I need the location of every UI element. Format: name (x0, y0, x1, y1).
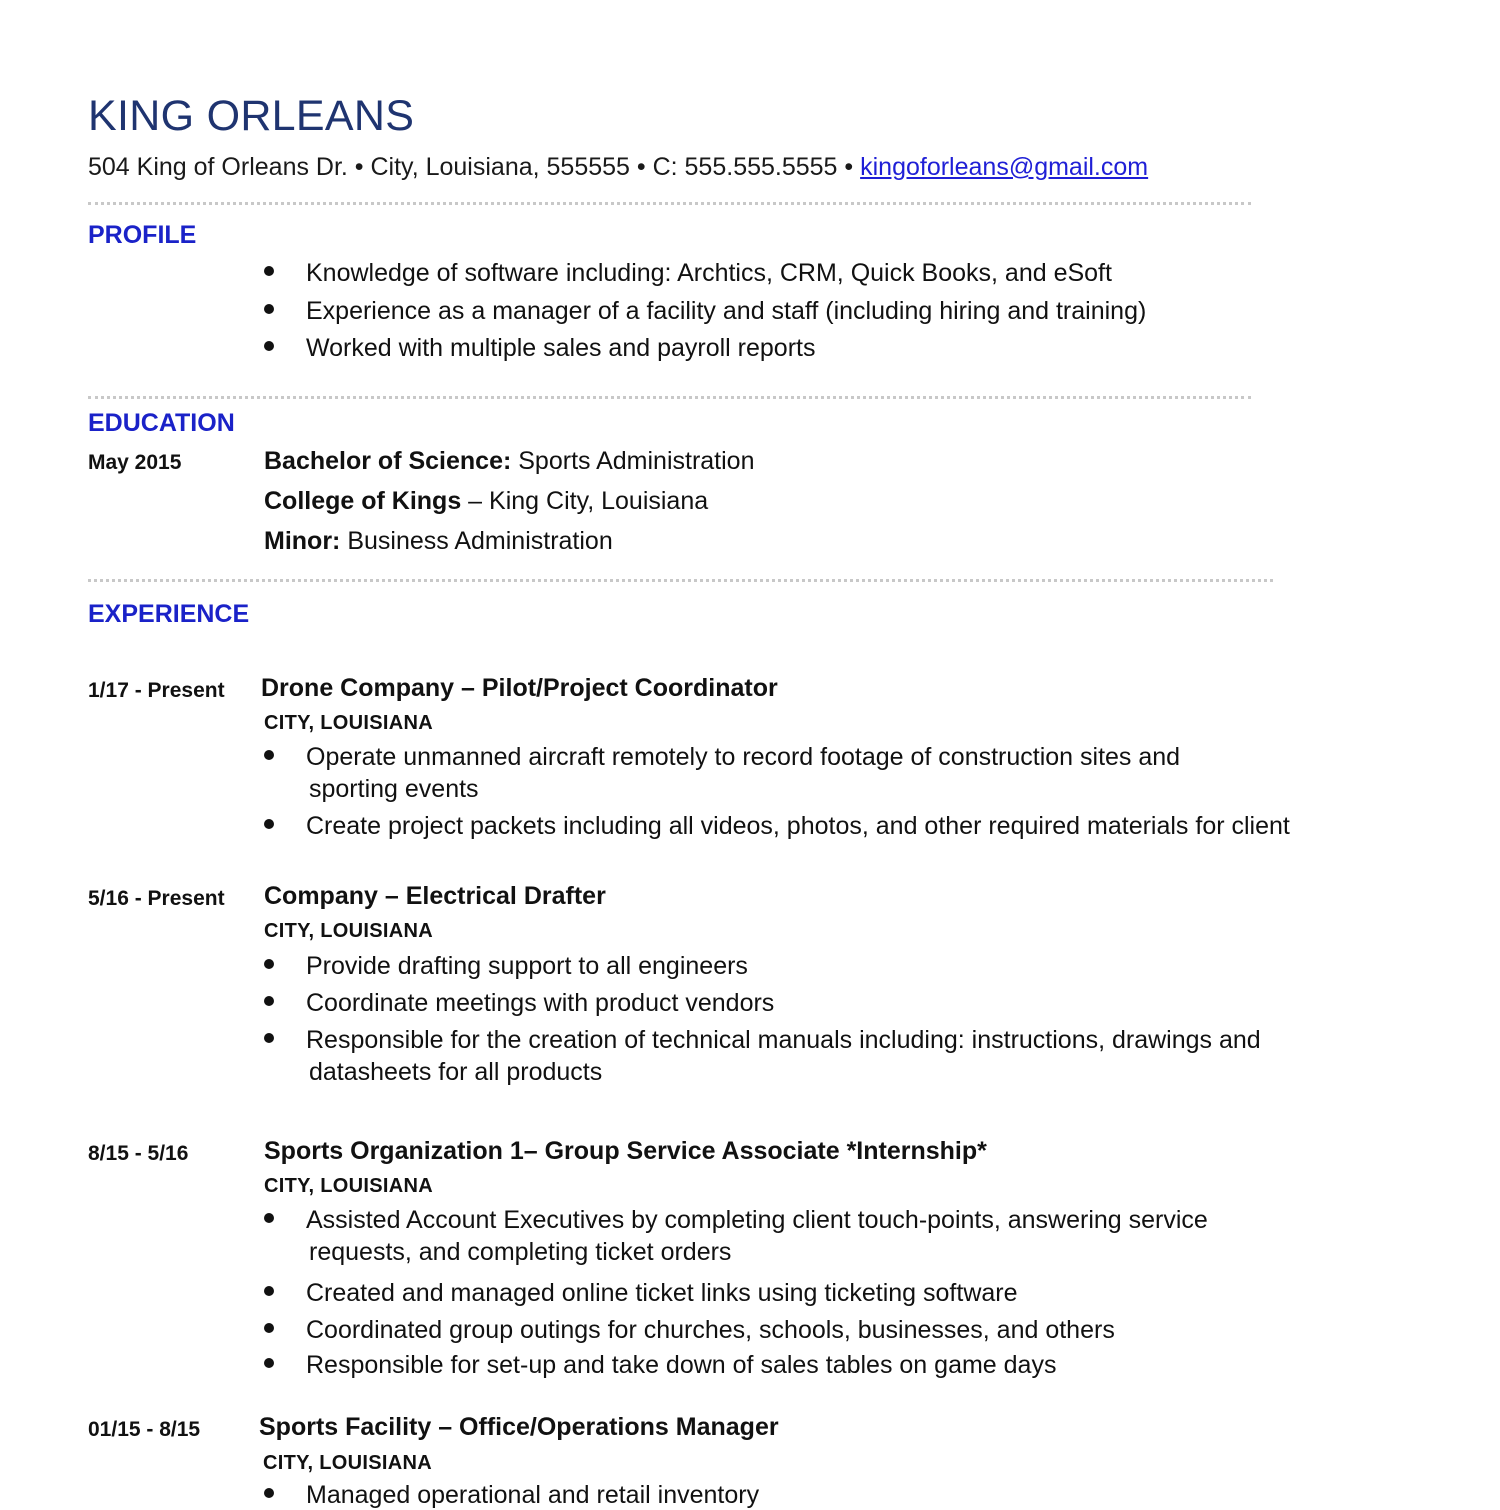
job-bullet-continuation: datasheets for all products (309, 1058, 603, 1086)
bullet-icon (264, 1358, 274, 1368)
job-location: CITY, LOUISIANA (264, 712, 433, 734)
bullet-icon (264, 1488, 274, 1498)
education-heading: EDUCATION (88, 409, 235, 437)
job-bullet-continuation: requests, and completing ticket orders (309, 1238, 732, 1266)
contact-text: 504 King of Orleans Dr. • City, Louisiana, 555555 • C: 555.555.5555 • (88, 153, 861, 181)
experience-heading: EXPERIENCE (88, 600, 250, 628)
job-bullet: Coordinated group outings for churches, schools, businesses, and others (264, 1316, 1115, 1345)
job-bullet-continuation: sporting events (309, 775, 479, 803)
section-divider (88, 202, 1251, 205)
job-bullet: Coordinate meetings with product vendors (264, 989, 774, 1018)
job-bullet: Create project packets including all videos, photos, and other required materials for client (264, 812, 1290, 841)
email-link[interactable]: kingoforleans@gmail.com (860, 153, 1149, 181)
bullet-icon (264, 959, 274, 969)
job-title: Company – Electrical Drafter (264, 882, 606, 910)
education-college: College of Kings – King City, Louisiana (264, 487, 709, 515)
job-bullet: Created and managed online ticket links using ticketing software (264, 1279, 1018, 1308)
bullet-icon (264, 996, 274, 1006)
bullet-icon (264, 266, 274, 276)
profile-heading: PROFILE (88, 221, 197, 249)
profile-bullet: Worked with multiple sales and payroll reports (264, 334, 816, 363)
job-date: 01/15 - 8/15 (88, 1418, 201, 1441)
education-minor: Minor: Business Administration (264, 527, 613, 555)
bullet-icon (264, 819, 274, 829)
bullet-icon (264, 750, 274, 760)
job-location: CITY, LOUISIANA (264, 1175, 433, 1197)
bullet-icon (264, 304, 274, 314)
education-date: May 2015 (88, 451, 182, 474)
job-title: Drone Company – Pilot/Project Coordinator (261, 674, 778, 702)
section-divider (88, 396, 1251, 399)
job-title: Sports Facility – Office/Operations Manager (259, 1413, 779, 1441)
job-bullet: Provide drafting support to all engineers (264, 952, 748, 981)
job-date: 8/15 - 5/16 (88, 1142, 189, 1165)
resume-name: KING ORLEANS (88, 92, 415, 140)
job-location: CITY, LOUISIANA (263, 1452, 432, 1474)
section-divider (88, 579, 1273, 582)
bullet-icon (264, 341, 274, 351)
job-bullet: Assisted Account Executives by completing client touch-points, answering service (264, 1206, 1208, 1235)
job-bullet: Responsible for the creation of technical manuals including: instructions, drawings and (264, 1026, 1261, 1055)
bullet-icon (264, 1286, 274, 1296)
job-date: 5/16 - Present (88, 887, 225, 910)
job-bullet: Responsible for set-up and take down of sales tables on game days (264, 1351, 1056, 1380)
contact-line (88, 153, 1148, 182)
job-bullet: Operate unmanned aircraft remotely to record footage of construction sites and (264, 743, 1180, 772)
profile-bullet: Knowledge of software including: Archtics, CRM, Quick Books, and eSoft (264, 259, 1112, 288)
job-date: 1/17 - Present (88, 679, 225, 702)
job-location: CITY, LOUISIANA (264, 920, 433, 942)
job-bullet: Managed operational and retail inventory (264, 1481, 759, 1510)
education-degree: Bachelor of Science: Sports Administration (264, 447, 755, 475)
bullet-icon (264, 1213, 274, 1223)
bullet-icon (264, 1323, 274, 1333)
bullet-icon (264, 1033, 274, 1043)
job-title: Sports Organization 1– Group Service Associate *Internship* (264, 1137, 987, 1165)
profile-bullet: Experience as a manager of a facility and staff (including hiring and training) (264, 297, 1146, 326)
